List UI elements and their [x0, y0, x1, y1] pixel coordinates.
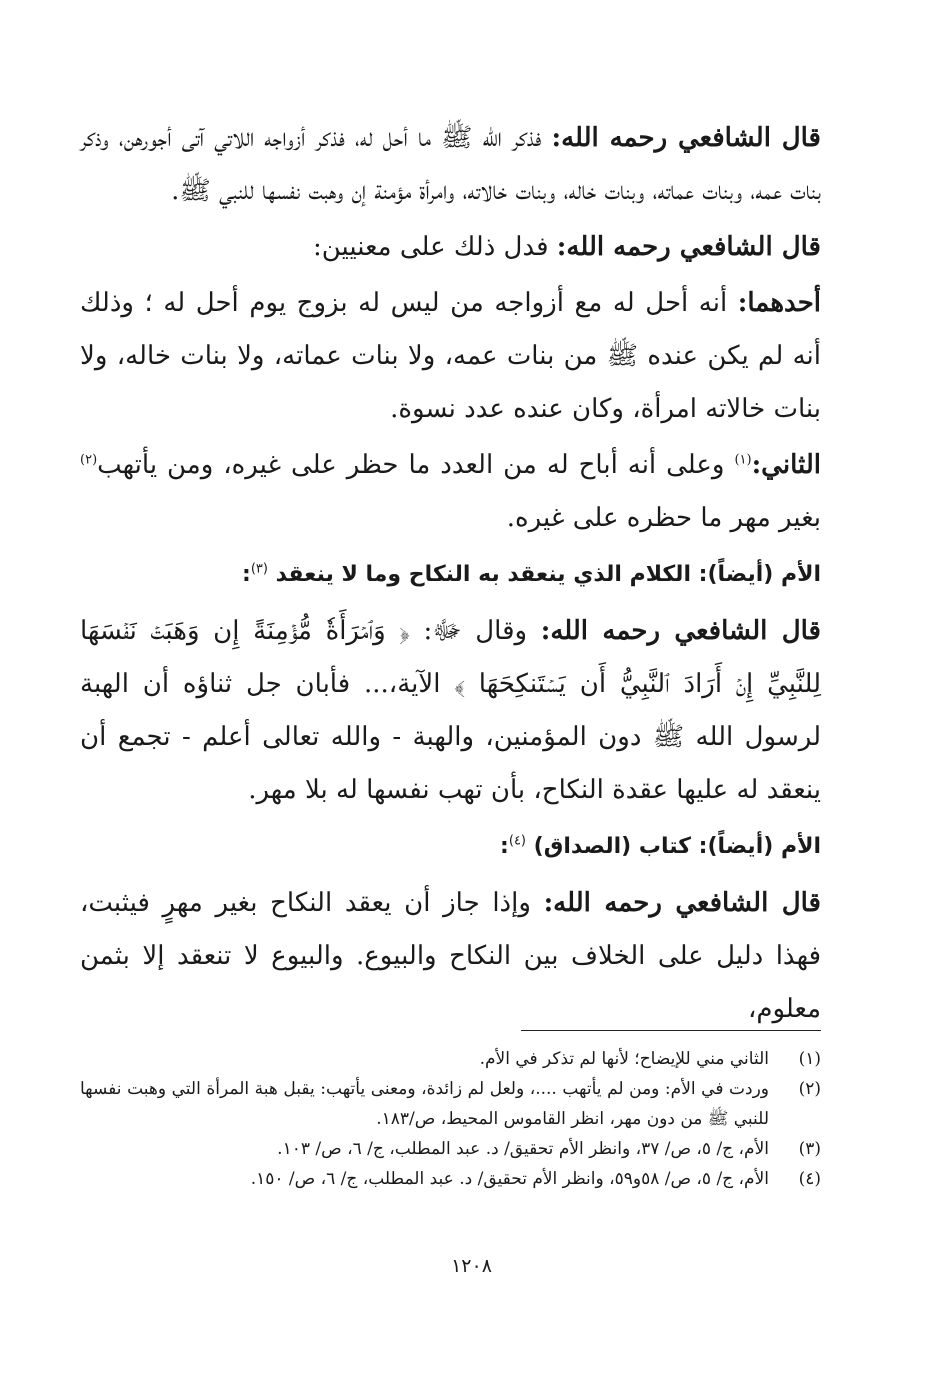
footnote: [80, 1164, 821, 1194]
heading-text: الأم (أيضاً): الكلام الذي ينعقد به النكاح وما لا ينعقد: [275, 562, 821, 587]
main-text: [80, 112, 821, 1036]
footnote-ref: (٢): [80, 452, 98, 468]
footnotes: [80, 1044, 821, 1194]
heading-text: الأم (أيضاً): كتاب (الصداق): [533, 834, 821, 859]
paragraph: [80, 112, 821, 218]
footnote-ref: (٣): [250, 561, 268, 577]
footnote-text: الأم، ج/ ٥، ص/ ٥٨و٥٩، وانظر الأم تحقيق/ د. عبد المطلب، ج/ ٦، ص/ ١٥٠.: [250, 1169, 769, 1189]
paragraph: [80, 605, 821, 817]
section-heading: [80, 545, 821, 605]
paragraph: [80, 877, 821, 1036]
footnote: [80, 1134, 821, 1164]
footnote-text: الثاني مني للإيضاح؛ لأنها لم تذكر في الأم.: [479, 1049, 769, 1069]
footnote-text: وردت في الأم: ومن لم يأتهب ....، ولعل لم زائدة، ومعنى يأتهب: يقبل هبة المرأة التي وهبت نفسها للنبي ﷺ من دون مهر، انظر القاموس المحيط، ص/١٨٣.: [80, 1079, 769, 1129]
section-heading: [80, 817, 821, 877]
heading-tail: :: [500, 834, 509, 859]
paragraph-text: وإذا جاز أن يعقد النكاح بغير مهرٍ فيثبت، فهذا دليل على الخلاف بين النكاح والبيوع. والبيوع لا تنعقد إلا بثمن معلوم،: [80, 888, 821, 1024]
footnote-number: (٤): [798, 1169, 821, 1189]
speaker-label: قال الشافعي رحمه الله:: [540, 616, 821, 646]
paragraph-text: أنه أحل له مع أزواجه من ليس له بزوج يوم أحل له ؛ وذلك أنه لم يكن عنده ﷺ من بنات عمه، ولا بنات عماته، ولا بنات خاله، ولا بنات خالاته امرأة، وكان عنده عدد نسوة.: [80, 288, 821, 424]
footnote-number: (١): [798, 1049, 821, 1069]
paragraph-text: وعلى أنه أباح له من العدد ما حظر على غيره، ومن يأتهب: [97, 450, 735, 480]
footnote-text: الأم، ج/ ٥، ص/ ٣٧، وانظر الأم تحقيق/ د. عبد المطلب، ج/ ٦، ص/ ١٠٣.: [277, 1139, 769, 1159]
footnote-ref: (٤): [508, 833, 526, 849]
paragraph-text: فذكر الله ﷺ ما أحل له، فذكر أزواجه اللاتي آتى أجورهن، وذكر بنات عمه، وبنات عماته، وبنات خاله، وبنات خالاته، وامرأة مؤمنة إن وهبت نفسها للنبي ﷺ.: [80, 123, 821, 206]
speaker-label: قال الشافعي رحمه الله:: [556, 232, 821, 262]
speaker-label: قال الشافعي رحمه الله:: [551, 123, 821, 153]
paragraph: [80, 277, 821, 436]
page-number: ١٢٠٨: [451, 1255, 492, 1277]
speaker-label: أحدهما:: [737, 288, 821, 318]
footnote: [80, 1044, 821, 1074]
paragraph-text: فدل ذلك على معنيين:: [313, 232, 557, 262]
speaker-label: الثاني:: [751, 450, 821, 480]
footnote-number: (٣): [798, 1139, 821, 1159]
paragraph: [80, 439, 821, 545]
paragraph-text: بغير مهر ما حظره على غيره.: [506, 503, 821, 533]
footnote-number: (٢): [798, 1079, 821, 1099]
heading-tail: :: [242, 562, 251, 587]
speaker-label: قال الشافعي رحمه الله:: [543, 888, 821, 918]
footnote-ref: (١): [734, 452, 752, 468]
footnote: [80, 1074, 821, 1134]
footnote-divider: [521, 1030, 821, 1031]
paragraph: [80, 221, 821, 274]
paragraph-text: وقال ﷻ: ﴿ وَٱمۡرَأَةٗ مُّؤۡمِنَةً إِن وَهَبَتۡ نَفۡسَهَا لِلنَّبِيِّ إِنۡ أَرَادَ ٱلنَّبِيُّ أَن يَسۡتَنكِحَهَا ﴾ الآية،... فأبان جل ثناؤه أن الهبة لرسول الله ﷺ دون المؤمنين، والهبة - والله تعالى أعلم - تجمع أن ينعقد له عليها عقدة النكاح، بأن تهب نفسها له بلا مهر.: [80, 616, 821, 805]
